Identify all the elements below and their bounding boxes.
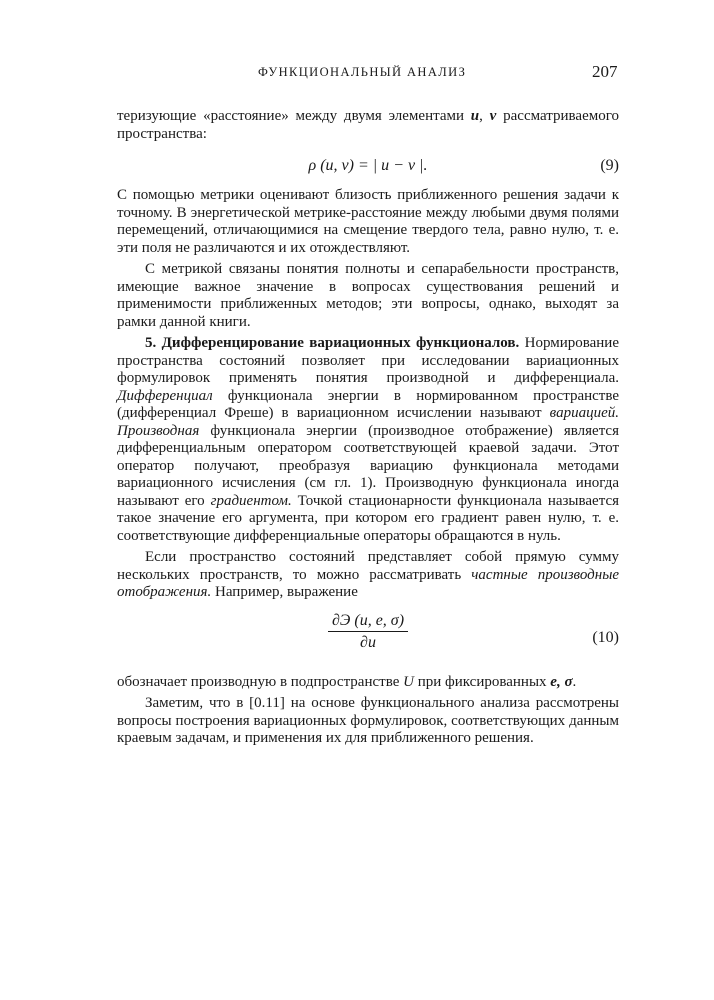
paragraph-text: рассматриваемого пространства: — [117, 108, 619, 142]
paragraph-metric-closeness: С помощью метрики оценивают близость приближенного решения задачи к точному. В энергетической метрике-расстояние между любыми двумя полями перемещений, отличающимися на смещение твердого тела, равно нулю, т. е. эти поля не различаются и их отождествляют. — [117, 187, 619, 256]
equation-10 — [117, 610, 619, 668]
term-variation: вариацией. — [549, 405, 619, 421]
paragraph-text: при фиксированных — [413, 673, 551, 690]
term-gradient: градиентом. — [210, 492, 292, 509]
paragraph-text: Точкой стационарности функционала называется такое значение его аргумента, при котором его градиент равен нулю, т. е. соответствующие дифференциальные операторы обращаются в нуль. — [117, 492, 620, 544]
paragraph-text: функционала энергии (производное отображение) является дифференциальным оператором соответствующей краевой задачи. Этот оператор получают, преобразуя вариацию функционала методами вариационного исчисления (см гл. 1). Производную функционала иногда называют его — [117, 422, 619, 509]
variable-v: v — [489, 108, 497, 124]
paragraph-differentiation — [117, 335, 619, 545]
term-partial-derivatives: частные производные отображения. — [117, 566, 620, 600]
paragraph-completeness: С метрикой связаны понятия полноты и сепарабельности пространств, имеющие важное значение в вопросах существования решений и применимости приближенных методов; эти вопросы, однако, выходят за рамки данной книги. — [117, 261, 619, 330]
body-text — [117, 108, 619, 748]
paragraph-continuation — [117, 108, 619, 143]
paragraph-subspace — [117, 674, 619, 692]
paragraph-text: функционала энергии в нормированном пространстве (дифференциал Фреше) в вариационном исчислении называют — [117, 387, 619, 421]
equation-10-fraction — [117, 612, 619, 652]
equation-10-number: (10) — [592, 628, 619, 646]
paragraph-reference: Заметим, что в [0.11] на основе функционального анализа рассмотрены вопросы построения вариационных формулировок, соответствующих данным краевым задачам, и применения их для приближенного решения. — [117, 695, 619, 746]
separator: , — [479, 108, 490, 124]
term-differential: Дифференциал — [117, 387, 213, 404]
equation-10-numerator: ∂Э (u, e, σ) — [328, 612, 408, 633]
variables-e-sigma: e, σ — [550, 673, 573, 690]
page-header — [0, 62, 714, 86]
variable-u: u — [470, 108, 480, 124]
page-number: 207 — [592, 62, 618, 81]
paragraph-text: теризующие «расстояние» между двумя элементами — [117, 108, 471, 124]
paragraph-text: Если пространство состояний представляет собой прямую сумму нескольких пространств, то можно рассматривать — [117, 549, 619, 583]
paragraph-text: Например, выражение — [211, 584, 358, 600]
section-heading: 5. Дифференцирование вариационных функционалов. — [145, 335, 520, 351]
paragraph-text: обозначает производную в подпространстве — [117, 673, 404, 690]
paragraph-text: . — [572, 673, 577, 690]
equation-10-denominator: ∂u — [360, 634, 376, 651]
paragraph-text: Нормирование пространства состояний позволяет при исследовании вариационных формулировок применять понятия производной и дифференциала. — [117, 335, 619, 386]
paragraph-partial-derivatives — [117, 549, 619, 602]
variable-U: U — [403, 673, 414, 690]
equation-9-number: (9) — [600, 157, 619, 174]
equation-9 — [117, 149, 619, 183]
equation-9-expression: ρ (u, v) = | u − v |. — [308, 157, 428, 174]
running-head: ФУНКЦИОНАЛЬНЫЙ АНАЛИЗ — [258, 65, 467, 79]
term-derivative: Производная — [117, 422, 200, 439]
